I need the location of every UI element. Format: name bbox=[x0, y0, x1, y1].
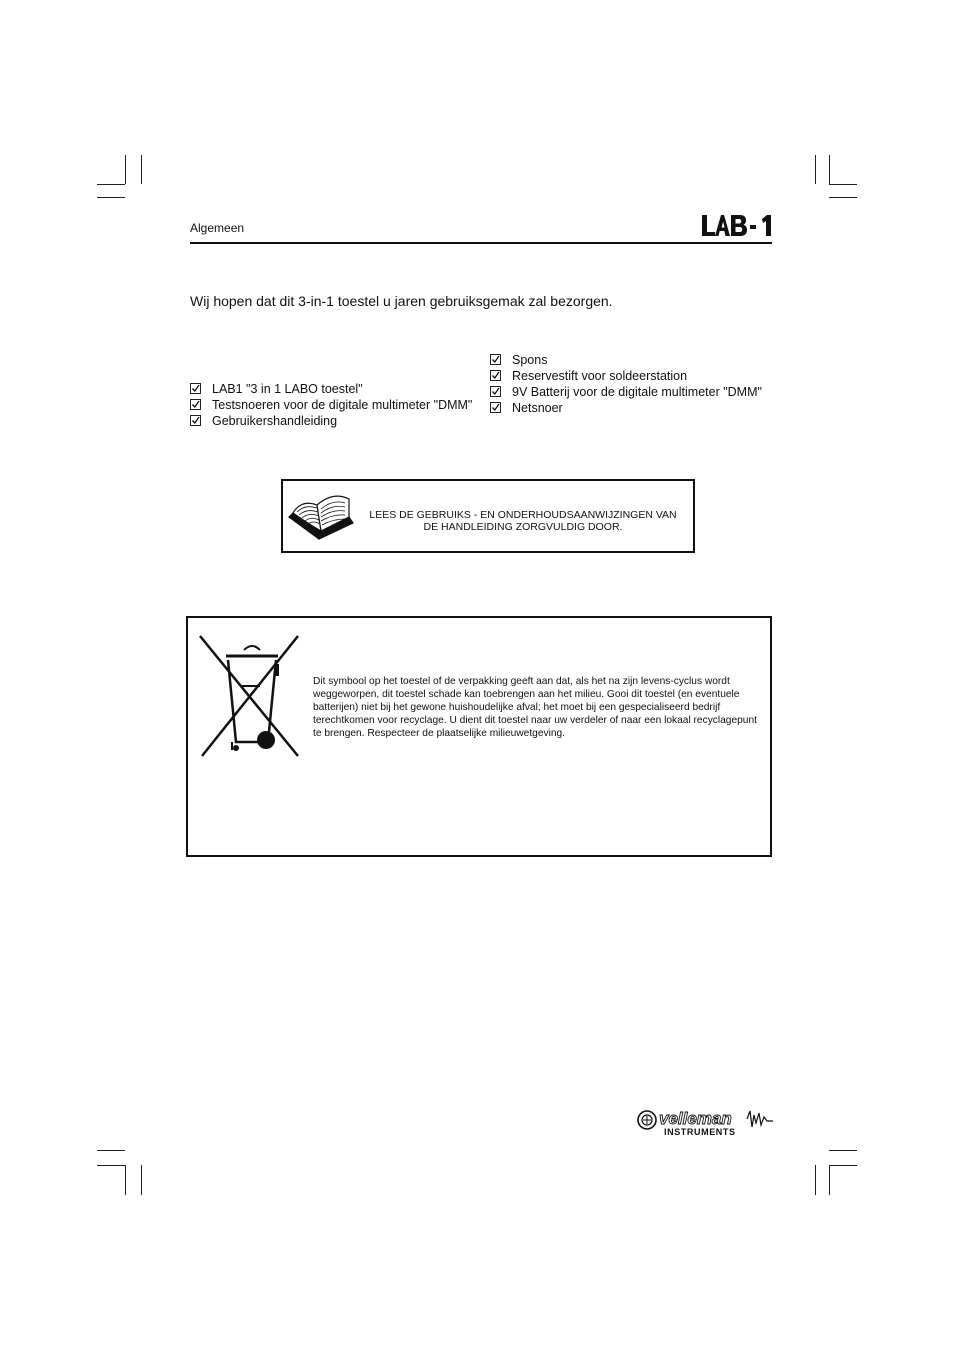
list-item-label: Testsnoeren voor de digitale multimeter "DMM" bbox=[212, 398, 473, 412]
checkbox-checked-icon bbox=[490, 402, 501, 413]
page-header bbox=[190, 212, 772, 244]
header-rule bbox=[190, 242, 772, 244]
list-item-label: Spons bbox=[512, 353, 548, 367]
notice-text: LEES DE GEBRUIKS - EN ONDERHOUDSAANWIJZINGEN VAN DE HANDLEIDING ZORGVULDIG DOOR. bbox=[369, 509, 677, 533]
svg-text:INSTRUMENTS: INSTRUMENTS bbox=[664, 1127, 736, 1137]
weee-text: Dit symbool op het toestel of de verpakking geeft aan dat, als het na zijn levens-cyclus wordt weggeworpen, dit toestel schade kan toebrengen aan het milieu. Gooi dit toestel (en eventuele batterijen) niet bij het gewone huishoudelijke afval; het moet bij een gespecialiseerd bedrijf terechtkomen voor recyclage. U dient dit toestel naar uw verdeler of naar een lokaal recyclagepunt te brengen. Respecteer de plaatselijke milieuwetgeving. bbox=[313, 676, 757, 739]
checkbox-checked-icon bbox=[490, 386, 501, 397]
list-item bbox=[490, 384, 762, 400]
list-item bbox=[490, 368, 762, 384]
list-item bbox=[490, 400, 762, 416]
checkbox-checked-icon bbox=[190, 399, 201, 410]
checkbox-checked-icon bbox=[190, 383, 201, 394]
list-item-label: 9V Batterij voor de digitale multimeter "DMM" bbox=[512, 385, 762, 399]
read-manual-notice bbox=[281, 479, 695, 553]
product-logo bbox=[700, 212, 772, 240]
list-item bbox=[490, 352, 762, 368]
checkbox-checked-icon bbox=[490, 354, 501, 365]
weee-disposal-notice bbox=[186, 616, 772, 857]
intro-text: Wij hopen dat dit 3-in-1 toestel u jaren gebruiksgemak zal bezorgen. bbox=[190, 293, 613, 309]
contents-list-right bbox=[490, 352, 762, 416]
list-item-label: Gebruikershandleiding bbox=[212, 414, 338, 428]
checkbox-checked-icon bbox=[490, 370, 501, 381]
list-item-label: Reservestift voor soldeerstation bbox=[512, 369, 688, 383]
checkbox-checked-icon bbox=[190, 415, 201, 426]
crossed-out-bin-icon bbox=[196, 626, 306, 762]
svg-text:velleman: velleman bbox=[659, 1109, 732, 1128]
list-item bbox=[190, 381, 472, 397]
list-item-label: Netsnoer bbox=[512, 401, 563, 415]
open-book-icon bbox=[287, 487, 355, 543]
section-title: Algemeen bbox=[190, 221, 245, 235]
list-item-label: LAB1 "3 in 1 LABO toestel" bbox=[212, 382, 363, 396]
list-item bbox=[190, 397, 472, 413]
contents-list-left bbox=[190, 381, 472, 429]
list-item bbox=[190, 413, 472, 429]
velleman-instruments-logo bbox=[637, 1107, 774, 1137]
